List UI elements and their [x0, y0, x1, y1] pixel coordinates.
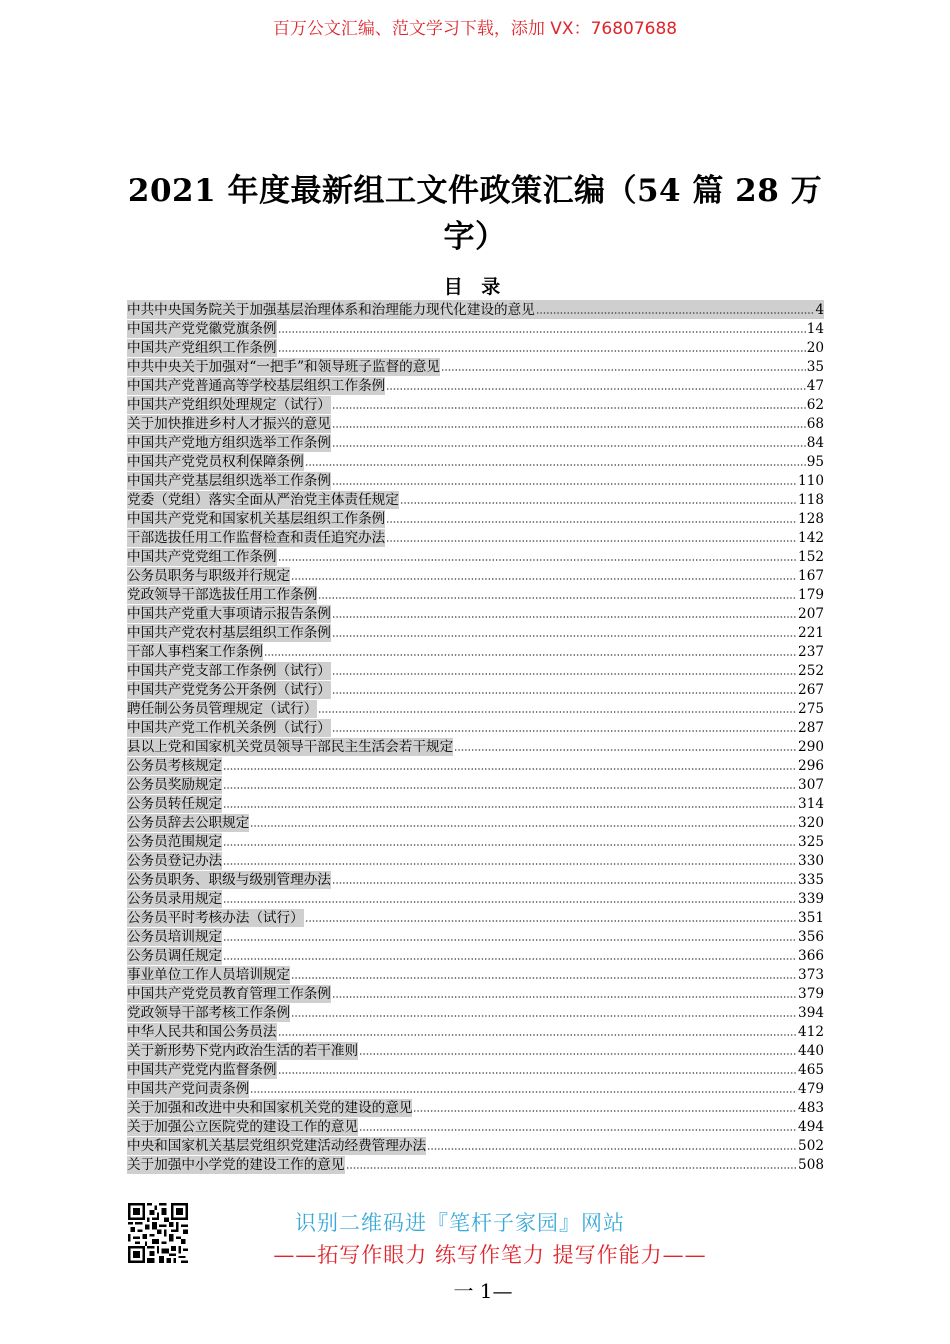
- toc-entry-title: 公务员转任规定: [127, 796, 223, 812]
- toc-leader-dots: [223, 938, 797, 942]
- toc-entry-page: 167: [798, 568, 824, 584]
- toc-entry-page: 356: [798, 929, 824, 945]
- toc-entry-title: 中共中央关于加强对“一把手”和领导班子监督的意见: [127, 359, 440, 375]
- toc-leader-dots: [332, 482, 797, 486]
- toc-leader-dots: [223, 767, 797, 771]
- toc-entry[interactable]: [127, 604, 824, 623]
- toc-entry[interactable]: [127, 832, 824, 851]
- toc-leader-dots: [332, 672, 797, 676]
- toc-entry[interactable]: [127, 756, 824, 775]
- toc-leader-dots: [278, 330, 806, 334]
- toc-entry[interactable]: [127, 319, 824, 338]
- toc-leader-dots: [332, 881, 797, 885]
- toc-leader-dots: [223, 862, 797, 866]
- toc-entry[interactable]: [127, 452, 824, 471]
- toc-entry[interactable]: [127, 1079, 824, 1098]
- toc-entry-page: 296: [798, 758, 824, 774]
- toc-leader-dots: [332, 444, 806, 448]
- toc-entry-title: 中国共产党普通高等学校基层组织工作条例: [127, 378, 386, 394]
- toc-leader-dots: [400, 501, 797, 505]
- toc-leader-dots: [386, 539, 797, 543]
- toc-entry-page: 330: [798, 853, 824, 869]
- toc-entry-title: 公务员录用规定: [127, 891, 223, 907]
- toc-entry[interactable]: [127, 946, 824, 965]
- toc-entry-title: 公务员调任规定: [127, 948, 223, 964]
- toc-entry-page: 128: [798, 511, 824, 527]
- toc-leader-dots: [441, 368, 806, 372]
- toc-entry-page: 179: [798, 587, 824, 603]
- toc-leader-dots: [332, 691, 797, 695]
- toc-leader-dots: [332, 995, 797, 999]
- toc-entry[interactable]: [127, 908, 824, 927]
- document-title: 2021 年度最新组工文件政策汇编（54 篇 28 万字）: [127, 173, 823, 255]
- toc-entry-title: 公务员考核规定: [127, 758, 223, 774]
- toc-entry[interactable]: [127, 623, 824, 642]
- toc-entry[interactable]: [127, 680, 824, 699]
- toc-entry-title: 中国共产党支部工作条例（试行）: [127, 663, 331, 679]
- toc-entry-title: 中国共产党党徽党旗条例: [127, 321, 277, 337]
- toc-entry[interactable]: [127, 433, 824, 452]
- toc-entry-title: 关于加快推进乡村人才振兴的意见: [127, 416, 331, 432]
- toc-leader-dots: [223, 957, 797, 961]
- toc-entry-page: 394: [798, 1005, 824, 1021]
- toc-entry-page: 207: [798, 606, 824, 622]
- toc-entry[interactable]: [127, 737, 824, 756]
- toc-leader-dots: [454, 748, 797, 752]
- toc-entry-page: 412: [798, 1024, 824, 1040]
- toc-leader-dots: [223, 805, 797, 809]
- toc-entry[interactable]: [127, 1098, 824, 1117]
- toc-entry[interactable]: [127, 965, 824, 984]
- toc-entry[interactable]: [127, 889, 824, 908]
- toc-entry-title: 中国共产党农村基层组织工作条例: [127, 625, 331, 641]
- toc-entry-title: 公务员职务、职级与级别管理办法: [127, 872, 331, 888]
- toc-entry[interactable]: [127, 870, 824, 889]
- toc-entry[interactable]: [127, 813, 824, 832]
- toc-leader-dots: [291, 577, 797, 581]
- toc-entry-page: 465: [798, 1062, 824, 1078]
- toc-entry-title: 中国共产党工作机关条例（试行）: [127, 720, 331, 736]
- toc-entry[interactable]: [127, 414, 824, 433]
- toc-entry-title: 中国共产党党员权利保障条例: [127, 454, 304, 470]
- toc-leader-dots: [318, 710, 797, 714]
- toc-entry[interactable]: [127, 566, 824, 585]
- toc-entry[interactable]: [127, 528, 824, 547]
- toc-entry[interactable]: [127, 1117, 824, 1136]
- toc-entry[interactable]: [127, 547, 824, 566]
- toc-leader-dots: [386, 387, 805, 391]
- toc-entry-page: 502: [798, 1138, 824, 1154]
- toc-entry[interactable]: [127, 642, 824, 661]
- toc-entry-page: 142: [798, 530, 824, 546]
- toc-leader-dots: [223, 843, 797, 847]
- toc-entry-title: 中国共产党组织工作条例: [127, 340, 277, 356]
- toc-leader-dots: [250, 824, 797, 828]
- toc-entry[interactable]: [127, 927, 824, 946]
- toc-entry-page: 252: [798, 663, 824, 679]
- toc-leader-dots: [305, 919, 797, 923]
- toc-entry-title: 关于加强和改进中央和国家机关党的建设的意见: [127, 1100, 413, 1116]
- toc-entry[interactable]: [127, 585, 824, 604]
- toc-entry-page: 366: [798, 948, 824, 964]
- toc-leader-dots: [427, 1147, 797, 1151]
- toc-entry-page: 84: [806, 435, 824, 451]
- toc-entry-title: 党政领导干部考核工作条例: [127, 1005, 291, 1021]
- toc-entry-page: 62: [806, 397, 824, 413]
- toc-leader-dots: [278, 558, 798, 562]
- toc-entry-title: 公务员范围规定: [127, 834, 223, 850]
- toc-leader-dots: [359, 1128, 797, 1132]
- toc-entry-page: 221: [798, 625, 824, 641]
- toc-entry-page: 35: [806, 359, 824, 375]
- toc-entry-title: 关于加强公立医院党的建设工作的意见: [127, 1119, 359, 1135]
- toc-entry[interactable]: [127, 490, 824, 509]
- toc-entry[interactable]: [127, 509, 824, 528]
- toc-entry-title: 中国共产党问责条例: [127, 1081, 250, 1097]
- toc-leader-dots: [250, 1090, 797, 1094]
- table-of-contents: [127, 300, 824, 1174]
- toc-entry[interactable]: [127, 851, 824, 870]
- toc-entry-page: 110: [798, 473, 824, 489]
- toc-leader-dots: [278, 1071, 798, 1075]
- toc-entry[interactable]: [127, 699, 824, 718]
- footer-slogan: ——拓写作眼力 练写作笔力 提写作能力——: [273, 1243, 707, 1267]
- toc-entry[interactable]: [127, 775, 824, 794]
- toc-entry-title: 事业单位工作人员培训规定: [127, 967, 291, 983]
- toc-leader-dots: [291, 1014, 797, 1018]
- toc-entry-title: 中国共产党党和国家机关基层组织工作条例: [127, 511, 386, 527]
- toc-entry-page: 237: [798, 644, 824, 660]
- toc-leader-dots: [359, 1052, 797, 1056]
- toc-leader-dots: [346, 1166, 798, 1170]
- toc-entry-title: 中国共产党党员教育管理工作条例: [127, 986, 331, 1002]
- toc-entry-page: 440: [798, 1043, 824, 1059]
- toc-entry-page: 373: [798, 967, 824, 983]
- toc-entry-title: 中国共产党重大事项请示报告条例: [127, 606, 331, 622]
- toc-entry-page: 68: [806, 416, 824, 432]
- toc-entry-title: 中国共产党地方组织选举工作条例: [127, 435, 331, 451]
- toc-leader-dots: [386, 520, 797, 524]
- toc-entry[interactable]: [127, 1003, 824, 1022]
- toc-entry[interactable]: [127, 661, 824, 680]
- toc-entry-page: 314: [798, 796, 824, 812]
- toc-entry[interactable]: [127, 300, 824, 319]
- toc-entry-title: 公务员登记办法: [127, 853, 223, 869]
- toc-entry-title: 中国共产党组织处理规定（试行）: [127, 397, 331, 413]
- toc-entry-title: 公务员辞去公职规定: [127, 815, 250, 831]
- toc-leader-dots: [278, 1033, 798, 1037]
- toc-leader-dots: [332, 615, 797, 619]
- toc-entry-page: 351: [798, 910, 824, 926]
- toc-entry-page: 267: [798, 682, 824, 698]
- toc-entry-title: 中央和国家机关基层党组织党建活动经费管理办法: [127, 1138, 427, 1154]
- promo-header: 百万公文汇编、范文学习下载，添加 VX：76807688: [272, 19, 678, 39]
- toc-entry[interactable]: [127, 718, 824, 737]
- toc-entry-title: 关于加强中小学党的建设工作的意见: [127, 1157, 345, 1173]
- toc-entry[interactable]: [127, 1155, 824, 1174]
- toc-entry-title: 党政领导干部选拔任用工作条例: [127, 587, 318, 603]
- toc-entry-page: 325: [798, 834, 824, 850]
- toc-leader-dots: [332, 729, 797, 733]
- toc-entry[interactable]: [127, 1022, 824, 1041]
- toc-entry-title: 干部选拔任用工作监督检查和责任追究办法: [127, 530, 386, 546]
- toc-entry-title: 公务员平时考核办法（试行）: [127, 910, 304, 926]
- toc-entry-page: 95: [806, 454, 824, 470]
- toc-entry-title: 中国共产党党内监督条例: [127, 1062, 277, 1078]
- toc-entry[interactable]: [127, 984, 824, 1003]
- toc-entry-title: 聘任制公务员管理规定（试行）: [127, 701, 318, 717]
- toc-entry-title: 关于新形势下党内政治生活的若干准则: [127, 1043, 359, 1059]
- toc-entry-title: 党委（党组）落实全面从严治党主体责任规定: [127, 492, 399, 508]
- toc-leader-dots: [291, 976, 797, 980]
- toc-entry-page: 494: [798, 1119, 824, 1135]
- toc-entry-title: 中华人民共和国公务员法: [127, 1024, 277, 1040]
- toc-leader-dots: [332, 406, 806, 410]
- toc-leader-dots: [536, 311, 815, 315]
- toc-entry-page: 14: [806, 321, 824, 337]
- toc-entry-page: 479: [798, 1081, 824, 1097]
- toc-entry-page: 275: [798, 701, 824, 717]
- toc-entry-page: 20: [806, 340, 824, 356]
- toc-entry-page: 47: [806, 378, 824, 394]
- toc-entry-page: 483: [798, 1100, 824, 1116]
- toc-leader-dots: [264, 653, 797, 657]
- toc-entry[interactable]: [127, 1060, 824, 1079]
- toc-entry[interactable]: [127, 338, 824, 357]
- toc-entry-title: 公务员奖励规定: [127, 777, 223, 793]
- toc-leader-dots: [413, 1109, 797, 1113]
- toc-entry-title: 中国共产党党组工作条例: [127, 549, 277, 565]
- toc-leader-dots: [223, 900, 797, 904]
- page-number: 一 1—: [453, 1279, 513, 1303]
- toc-leader-dots: [332, 425, 806, 429]
- toc-entry[interactable]: [127, 395, 824, 414]
- toc-entry[interactable]: [127, 1136, 824, 1155]
- toc-leader-dots: [318, 596, 797, 600]
- toc-entry[interactable]: [127, 471, 824, 490]
- toc-entry-page: 508: [798, 1157, 824, 1173]
- toc-entry-title: 中国共产党基层组织选举工作条例: [127, 473, 331, 489]
- toc-entry-page: 287: [798, 720, 824, 736]
- toc-leader-dots: [278, 349, 806, 353]
- toc-entry-title: 中共中央国务院关于加强基层治理体系和治理能力现代化建设的意见: [127, 302, 535, 318]
- toc-leader-dots: [223, 786, 797, 790]
- toc-entry-page: 118: [798, 492, 824, 508]
- toc-entry-title: 干部人事档案工作条例: [127, 644, 263, 660]
- toc-entry-page: 339: [798, 891, 824, 907]
- toc-entry-page: 290: [798, 739, 824, 755]
- toc-entry-page: 379: [798, 986, 824, 1002]
- toc-entry-page: 4: [815, 302, 824, 318]
- toc-entry-page: 307: [798, 777, 824, 793]
- toc-entry-title: 公务员培训规定: [127, 929, 223, 945]
- toc-entry[interactable]: [127, 376, 824, 395]
- toc-entry[interactable]: [127, 357, 824, 376]
- toc-entry-page: 335: [798, 872, 824, 888]
- toc-leader-dots: [332, 634, 797, 638]
- toc-entry-title: 县以上党和国家机关党员领导干部民主生活会若干规定: [127, 739, 454, 755]
- toc-leader-dots: [305, 463, 806, 467]
- footer-website-note: 识别二维码进『笔杆子家园』网站: [295, 1211, 625, 1235]
- toc-entry[interactable]: [127, 1041, 824, 1060]
- toc-heading: 目 录: [443, 276, 507, 298]
- toc-entry-title: 公务员职务与职级并行规定: [127, 568, 291, 584]
- toc-entry-page: 152: [798, 549, 824, 565]
- toc-entry-page: 320: [798, 815, 824, 831]
- toc-entry-title: 中国共产党党务公开条例（试行）: [127, 682, 331, 698]
- toc-entry[interactable]: [127, 794, 824, 813]
